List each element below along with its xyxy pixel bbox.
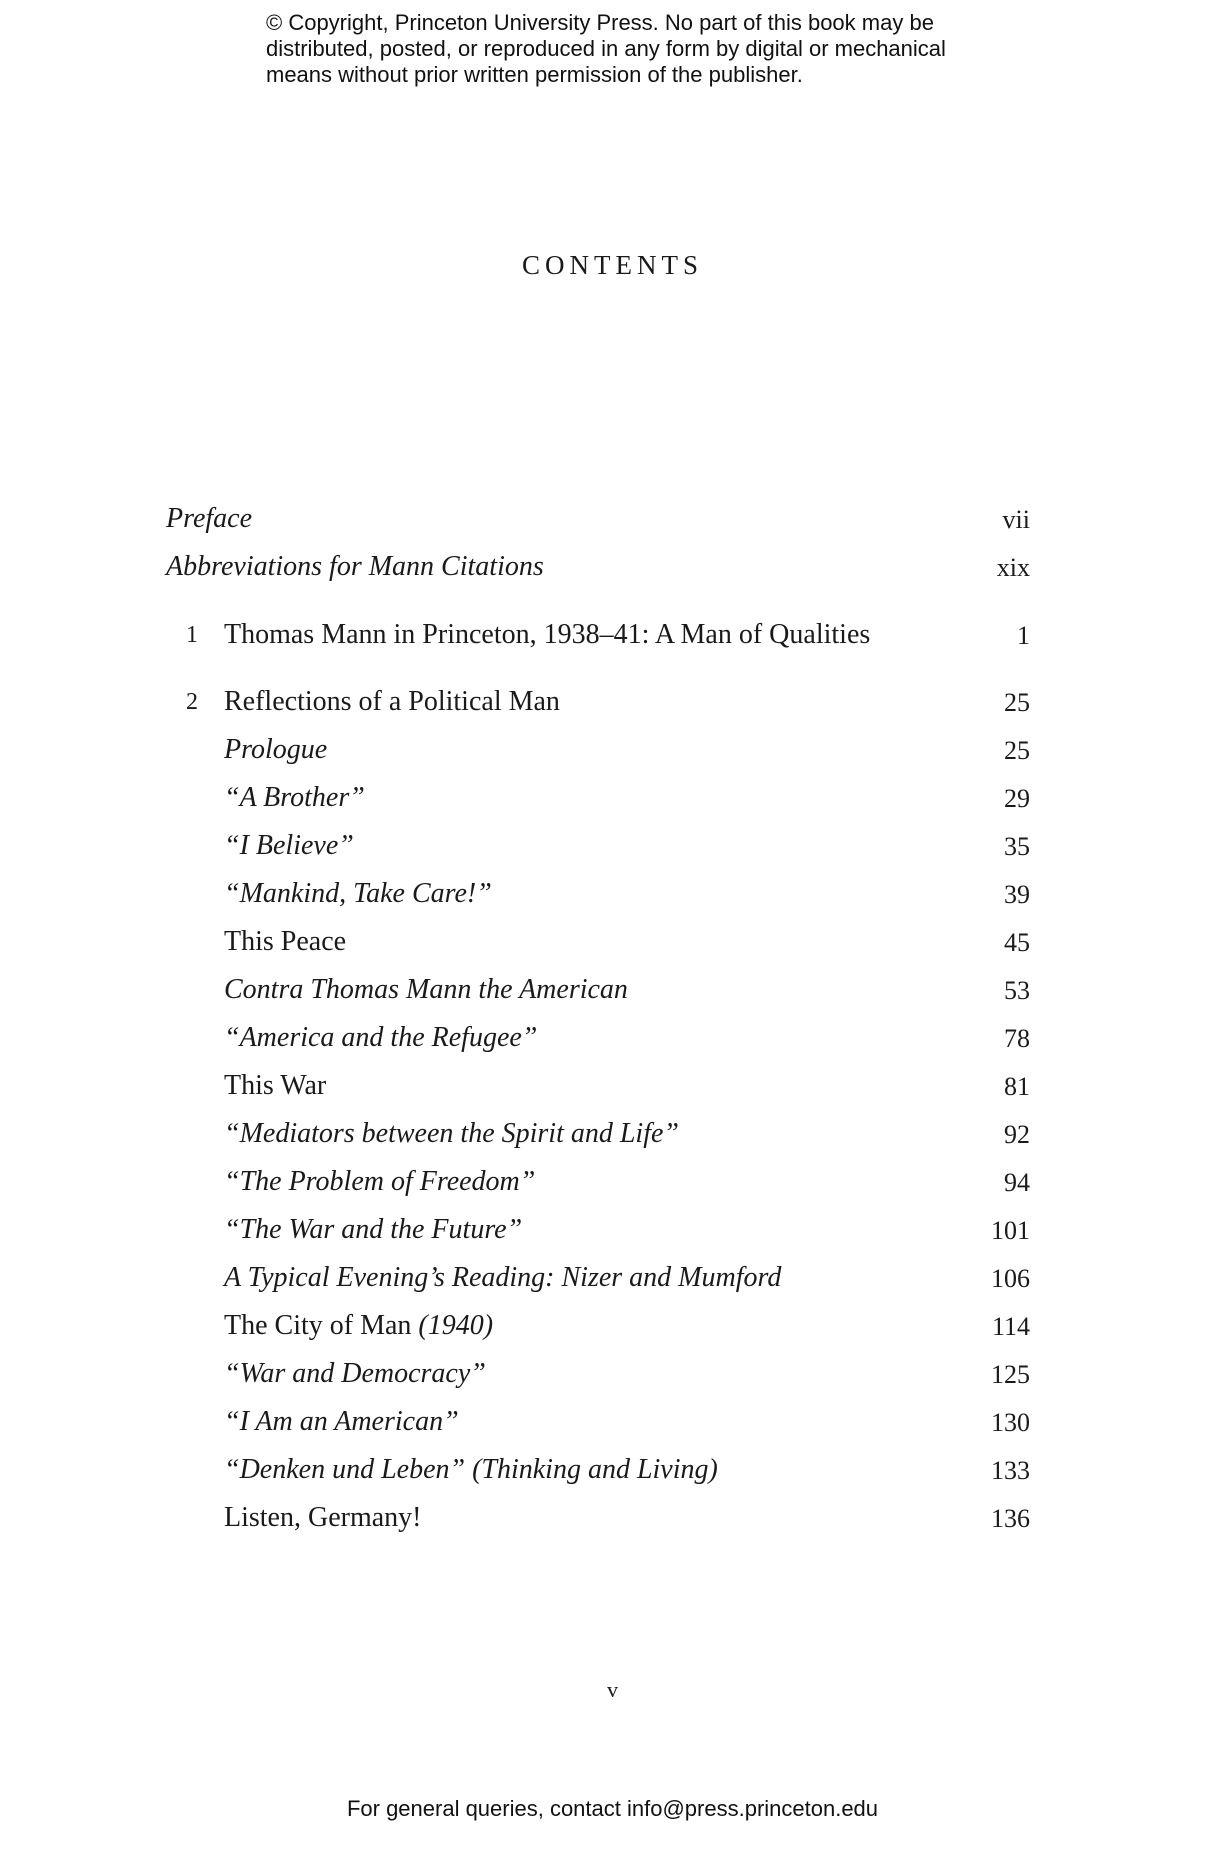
section-title: Listen, Germany! <box>224 1502 422 1533</box>
toc-chapter-2 <box>0 686 1225 726</box>
toc-section <box>0 926 1225 966</box>
section-title: “A Brother” <box>224 782 365 813</box>
toc-page-number: 25 <box>1004 736 1030 765</box>
toc-section <box>0 1166 1225 1206</box>
toc-page-number: xix <box>996 553 1030 582</box>
toc-entry-preface <box>0 503 1225 543</box>
toc-page-number: 39 <box>1004 880 1030 909</box>
toc-section <box>0 974 1225 1014</box>
toc-section <box>0 1502 1225 1542</box>
toc-page-number: 130 <box>991 1408 1030 1437</box>
toc-section <box>0 1358 1225 1398</box>
section-title-year: (1940) <box>418 1310 494 1341</box>
page-title: CONTENTS <box>522 250 703 280</box>
section-title: “Mankind, Take Care!” <box>224 878 492 909</box>
section-title: Contra Thomas Mann the American <box>224 974 628 1005</box>
toc-page-number: 81 <box>1004 1072 1030 1101</box>
toc-page-number: 1 <box>1017 621 1030 650</box>
section-title: Prologue <box>224 734 328 765</box>
toc-page-number: 114 <box>991 1312 1030 1341</box>
copyright-line: means without prior written permission of the publisher. <box>266 62 803 87</box>
section-title: “The War and the Future” <box>224 1214 523 1245</box>
toc-section <box>0 782 1225 822</box>
copyright-notice <box>266 10 1026 88</box>
toc-section <box>0 734 1225 774</box>
toc-page-number: 136 <box>991 1504 1030 1533</box>
section-title: “Mediators between the Spirit and Life” <box>224 1118 679 1149</box>
chapter-title: Reflections of a Political Man <box>224 686 560 717</box>
copyright-line: distributed, posted, or reproduced in any form by digital or mechanical <box>266 36 946 61</box>
toc-page-number: 45 <box>1004 928 1030 957</box>
toc-section <box>0 1118 1225 1158</box>
section-title: This War <box>224 1070 327 1101</box>
toc-page-number: 35 <box>1004 832 1030 861</box>
toc-page-number: 78 <box>1004 1024 1030 1053</box>
toc-page-number: vii <box>1002 505 1030 534</box>
toc-page-number: 101 <box>991 1216 1030 1245</box>
section-title: “Denken und Leben” (Thinking and Living) <box>224 1454 718 1485</box>
toc-section <box>0 1406 1225 1446</box>
footer-contact: For general queries, contact info@press.princeton.edu <box>346 1796 879 1821</box>
chapter-title: Thomas Mann in Princeton, 1938–41: A Man of Qualities <box>224 619 871 650</box>
toc-section <box>0 1214 1225 1254</box>
toc-section <box>0 1262 1225 1302</box>
section-title-main: The City of Man <box>224 1310 412 1341</box>
toc-page-number: 94 <box>1004 1168 1030 1197</box>
toc-section <box>0 830 1225 870</box>
toc-section <box>0 1310 1225 1350</box>
chapter-number: 1 <box>186 622 198 648</box>
toc-section <box>0 1022 1225 1062</box>
section-title: A Typical Evening’s Reading: Nizer and Mumford <box>224 1262 782 1293</box>
toc-page-number: 106 <box>991 1264 1030 1293</box>
chapter-number: 2 <box>186 689 198 715</box>
toc-entry-abbreviations <box>0 551 1225 591</box>
toc-section <box>0 878 1225 918</box>
copyright-line: © Copyright, Princeton University Press. No part of this book may be <box>266 10 934 35</box>
toc-page-number: 92 <box>1004 1120 1030 1149</box>
section-title: “I Am an American” <box>224 1406 459 1437</box>
toc-chapter-1 <box>0 619 1225 659</box>
section-title: This Peace <box>224 926 347 957</box>
section-title: “I Believe” <box>224 830 354 861</box>
section-title: “War and Democracy” <box>224 1358 486 1389</box>
toc-entry-label: Abbreviations for Mann Citations <box>166 551 544 582</box>
toc-section <box>0 1454 1225 1494</box>
toc-page-number: 133 <box>991 1456 1030 1485</box>
section-title: “America and the Refugee” <box>224 1022 538 1053</box>
toc-page-number: 25 <box>1004 688 1030 717</box>
toc-page-number: 29 <box>1004 784 1030 813</box>
section-title: “The Problem of Freedom” <box>224 1166 536 1197</box>
toc-section <box>0 1070 1225 1110</box>
toc-page-number: 125 <box>991 1360 1030 1389</box>
toc-page-number: 53 <box>1004 976 1030 1005</box>
toc-entry-label: Preface <box>166 503 253 534</box>
section-title <box>224 1310 493 1342</box>
page-folio: v <box>607 1677 618 1702</box>
